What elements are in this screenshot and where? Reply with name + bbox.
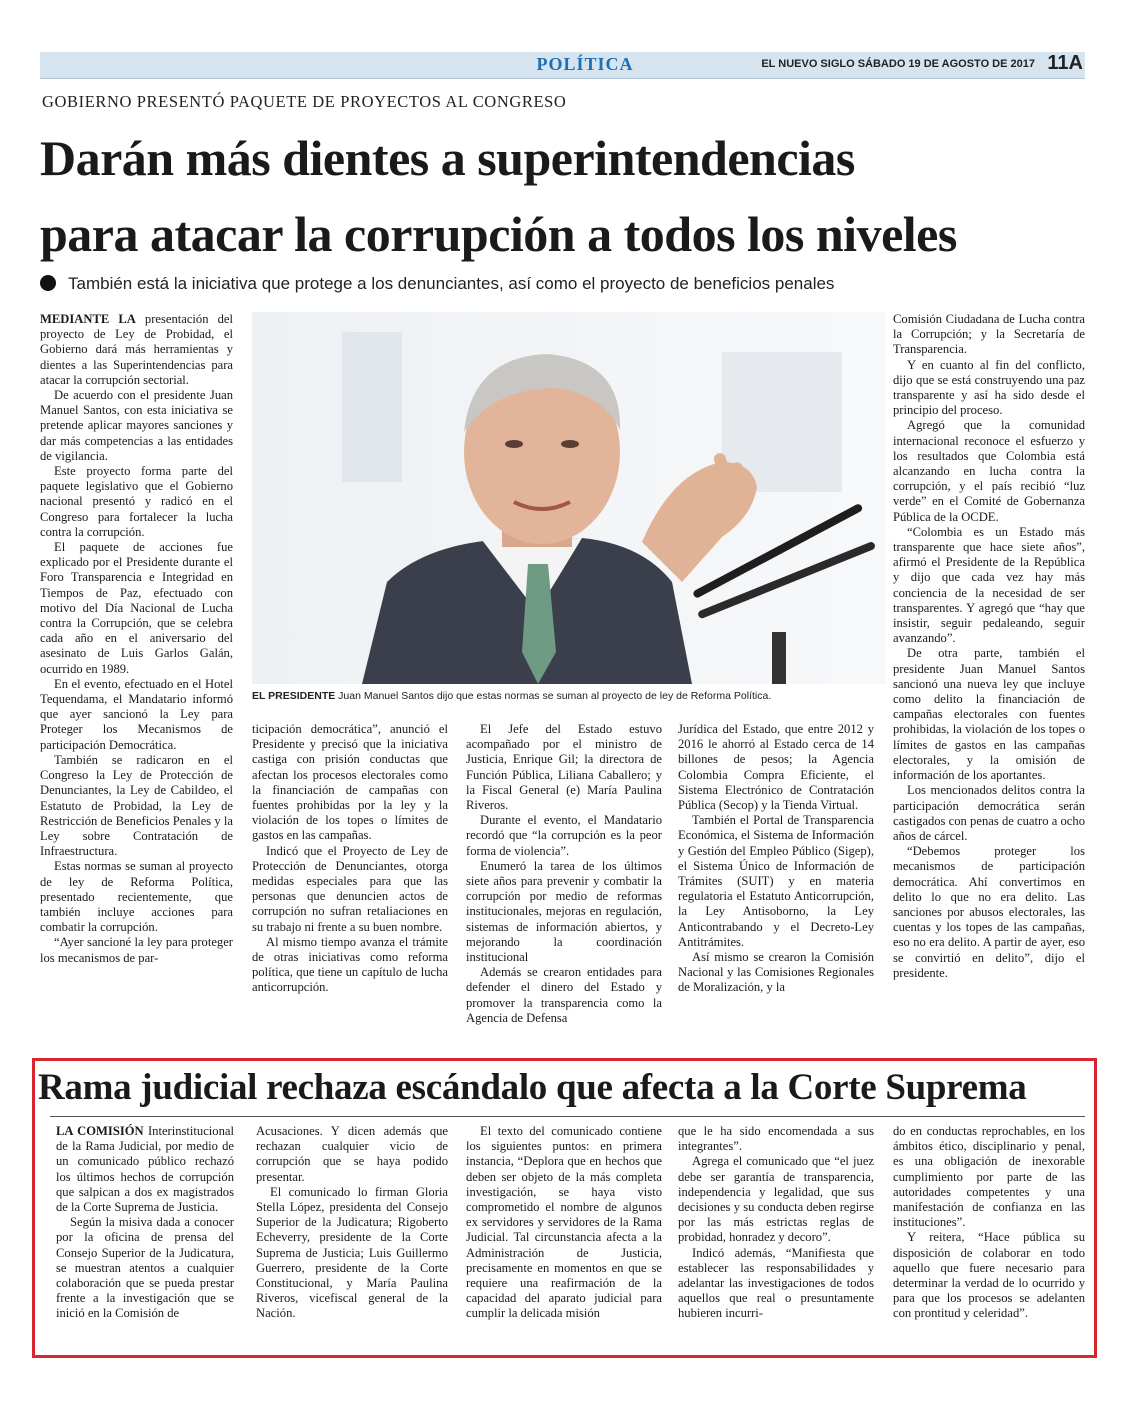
caption-text: Juan Manuel Santos dijo que estas normas se suman al proyecto de ley de Reforma Política. <box>338 690 772 702</box>
article-column-3 <box>466 722 662 1040</box>
paragraph: Y reitera, “Hace pública su disposición de colaborar en todo aquello que fuere necesario para determinar la verdad de lo ocurrido y para que los procesos se adelanten con prontitud y celeridad”. <box>893 1230 1085 1321</box>
president-photo <box>252 312 886 684</box>
box-column-4 <box>678 1124 874 1350</box>
paragraph: do en conductas reprochables, en los ámbitos ético, disciplinario y penal, es una obligación de inexorable cumplimiento por parte de las autoridades competentes y una manifestación de confianza en las instituciones”. <box>893 1124 1085 1230</box>
article-subhead <box>40 274 1090 294</box>
article-column-1 <box>40 312 233 1040</box>
paragraph: De otra parte, también el presidente Juan Manuel Santos sancionó una nueva ley que incluye como delito la financiación de campañas electorales con fuentes prohibidas, la violación de los topes o límites de gastos en las campañas electorales, y la omisión de información de los aportantes. <box>893 646 1085 783</box>
box-column-5 <box>893 1124 1085 1350</box>
paragraph: Este proyecto forma parte del paquete legislativo que el Gobierno nacional presentó y radicó en el Congreso para fortalecer la lucha contra la corrupción. <box>40 464 233 539</box>
article-headline <box>40 120 1100 272</box>
paragraph: El Jefe del Estado estuvo acompañado por el ministro de Justicia, Enrique Gil; la directora de Función Pública, Liliana Caballero; y la Fiscal General (e) María Paulina Riveros. <box>466 722 662 813</box>
paragraph: Los mencionados delitos contra la participación democrática serán castigados con penas de cuatro a ocho años de cárcel. <box>893 783 1085 843</box>
paragraph: presentación del proyecto de Ley de Probidad, el Gobierno dará más herramientas y dientes a las Superintendencias para atacar la corrupción sectorial. <box>40 312 233 387</box>
headline-line-2: para atacar la corrupción a todos los niveles <box>40 206 957 262</box>
paragraph: Estas normas se suman al proyecto de ley de Reforma Política, presentado recientemente, que también incluye acciones para combatir la corrupción. <box>40 859 233 935</box>
paragraph: Acusaciones. Y dicen además que rechazan cualquier vicio de corrupción que se haya podido presentar. <box>256 1124 448 1184</box>
paragraph: También se radicaron en el Congreso la Ley de Protección de Denunciantes, la Ley de Cabildeo, el Estatuto de Probidad, la Ley de Restricción de Beneficios Penales y la Ley sobre Contratación de Infraestructura. <box>40 752 233 859</box>
paragraph: Indicó además, “Manifiesta que establecer las responsabilidades y adelantar las investigaciones de todos aquellos que real o presuntamente hubieren incurri- <box>678 1245 874 1321</box>
paragraph: Agrega el comunicado que “el juez debe ser garantía de transparencia, independencia y legalidad, que sus decisiones y su conducta deben regirse por las más estrictas reglas de probidad, honradez y decoro”. <box>678 1154 874 1245</box>
headline-divider <box>50 1116 1085 1117</box>
lead-in: LA COMISIÓN <box>56 1124 144 1138</box>
paragraph: Indicó que el Proyecto de Ley de Protección de Denunciantes, otorga medidas especiales para que las personas que denuncien actos de corrupción no sufran retaliaciones en su trabajo ni frente a su buen nombre. <box>252 843 448 934</box>
caption-lead: EL PRESIDENTE <box>252 690 336 702</box>
paragraph: El paquete de acciones fue explicado por el Presidente durante el Foro Transparencia e Integridad en Tiempos de Paz, efectuado con motivo del Día Nacional de Lucha contra la Corrupción, que se celebra cada año en el aniversario del asesinato de Luis Garlos Galán, ocurrido en 1989. <box>40 540 233 676</box>
page-number: 11A <box>1047 52 1083 74</box>
paragraph: “Ayer sancioné la ley para proteger los mecanismos de par- <box>40 935 233 965</box>
paragraph: “Colombia es un Estado más transparente que hace siete años”, afirmó el Presidente de la República y dijo que cada vez hay más conciencia de la necesidad de ser transparentes. Y agregó que “hay que insistir, seguir pedaleando, seguir avanzando”. <box>893 524 1085 646</box>
paragraph: Jurídica del Estado, que entre 2012 y 2016 le ahorró al Estado cerca de 14 billones de pesos; la Agencia Colombia Compra Eficiente, el Sistema Electrónico de Contratación Pública (Secop) y la Tienda Virtual. <box>678 722 874 813</box>
paragraph: que le ha sido encomendada a sus integrantes”. <box>678 1124 874 1154</box>
paragraph: Y en cuanto al fin del conflicto, dijo que se está construyendo una paz transparente y así ha sido desde el principio del proceso. <box>893 357 1085 418</box>
paragraph: Agregó que la comunidad internacional reconoce el esfuerzo y los resultados que Colombia está alcanzando en lucha contra la corrupción, y el país recibió “luz verde” en el Comité de Gobernanza Pública de la OCDE. <box>893 418 1085 524</box>
section-name: POLÍTICA <box>536 54 634 74</box>
paragraph: El texto del comunicado contiene los siguientes puntos: en primera instancia, “Deplora que en hechos que deben ser objeto de la más completa investigación, se haya visto comprometido el nombre de algunos ex servidores y servidores de la Rama Judicial. Tal circunstancia afecta a la Administración de Justicia, precisamente en momentos en que se requiere una reafirmación de la capacidad del aparato judicial para cumplir la delicada misión <box>466 1124 662 1321</box>
box-column-2 <box>256 1124 448 1350</box>
president-illustration <box>252 312 886 684</box>
lead-in: MEDIANTE LA <box>40 312 136 326</box>
paragraph: Comisión Ciudadana de Lucha contra la Corrupción; y la Secretaría de Transparencia. <box>893 312 1085 357</box>
paragraph: En el evento, efectuado en el Hotel Tequendama, el Mandatario informó que ayer sancionó la Ley para Proteger los Mecanismos de participación Democrática. <box>40 676 233 752</box>
paragraph: Durante el evento, el Mandatario recordó que “la corrupción es la peor forma de violencia”. <box>466 813 662 858</box>
paragraph: De acuerdo con el presidente Juan Manuel Santos, con esta iniciativa se pretende aplicar mayores sanciones y dar más competencias a las entidades de vigilancia. <box>40 388 233 463</box>
paragraph: Al mismo tiempo avanza el trámite de otras iniciativas como reforma política, que tiene un capítulo de lucha anticorrupción. <box>252 934 448 995</box>
paragraph: Enumeró la tarea de los últimos siete años para prevenir y combatir la corrupción por medio de reformas institucionales, mejoras en regulación, sistemas de información abiertos, y mejorando la coordinación institucional <box>466 858 662 965</box>
paragraph: El comunicado lo firman Gloria Stella López, presidenta del Consejo Superior de la Judicatura; Rigoberto Echeverry, presidente de la Corte Suprema de Justicia; Luis Guillermo Guerrero, presidente de la Corte Constitucional, y María Paulina Riveros, vicefiscal general de la Nación. <box>256 1184 448 1321</box>
article-column-5 <box>893 312 1085 1040</box>
paragraph: Así mismo se crearon la Comisión Nacional y las Comisiones Regionales de Moralización, y la <box>678 950 874 995</box>
box-column-3 <box>466 1124 662 1350</box>
article-column-4 <box>678 722 874 1040</box>
paragraph: “Debemos proteger los mecanismos de participación democrática. Ahí convertimos en delito lo que no era delito. Las sanciones por abusos electorales, las cuentas y los topes de las campañas, eso no era delito. A partir de ayer, eso se convirtió en delito”, dijo el presidente. <box>893 844 1085 980</box>
paragraph: Interinstitucional de la Rama Judicial, por medio de un comunicado público rechazó los últimos hechos de corrupción que salpican a dos ex magistrados de la Corte Suprema de Justicia. <box>56 1124 234 1215</box>
paragraph: Según la misiva dada a conocer por la oficina de prensa del Consejo Superior de la Judicatura, se muestran atentos a cualquier colaboración que se pueda prestar frente a la investigación que se inició en la Comisión de <box>56 1215 234 1321</box>
subhead-text: También está la iniciativa que protege a los denunciantes, así como el proyecto de beneficios penales <box>68 274 835 293</box>
headline-line-1: Darán más dientes a superintendencias <box>40 130 855 186</box>
paragraph: ticipación democrática”, anunció el Presidente y precisó que la iniciativa castiga con prisión conductas que afectan los procesos electorales como la financiación de campañas con fuentes prohibidas por la ley y la violación de los topes o límites de gastos en las campañas. <box>252 722 448 843</box>
box-column-1 <box>56 1124 234 1350</box>
paragraph: También el Portal de Transparencia Económica, el Sistema de Información y Gestión del Empleo Público (Sigep), el Sistema Único de Información de Trámites (SUIT) y en materia regulatoria el Estatuto Anticorrupción, la Ley Antisoborno, la Ley Anticontrabando y el Decreto-Ley Antitrámites. <box>678 813 874 949</box>
secondary-headline: Rama judicial rechaza escándalo que afecta a la Corte Suprema <box>38 1067 1027 1108</box>
bullet-icon <box>40 275 56 291</box>
section-header-bar <box>40 52 1085 79</box>
article-column-2 <box>252 722 448 1040</box>
photo-caption <box>252 690 886 702</box>
article-kicker: GOBIERNO PRESENTÓ PAQUETE DE PROYECTOS AL CONGRESO <box>42 92 567 111</box>
issue-info: EL NUEVO SIGLO SÁBADO 19 DE AGOSTO DE 2017 <box>761 58 1035 70</box>
paragraph: Además se crearon entidades para defender el dinero del Estado y promover la transparencia como la Agencia de Defensa <box>466 965 662 1025</box>
